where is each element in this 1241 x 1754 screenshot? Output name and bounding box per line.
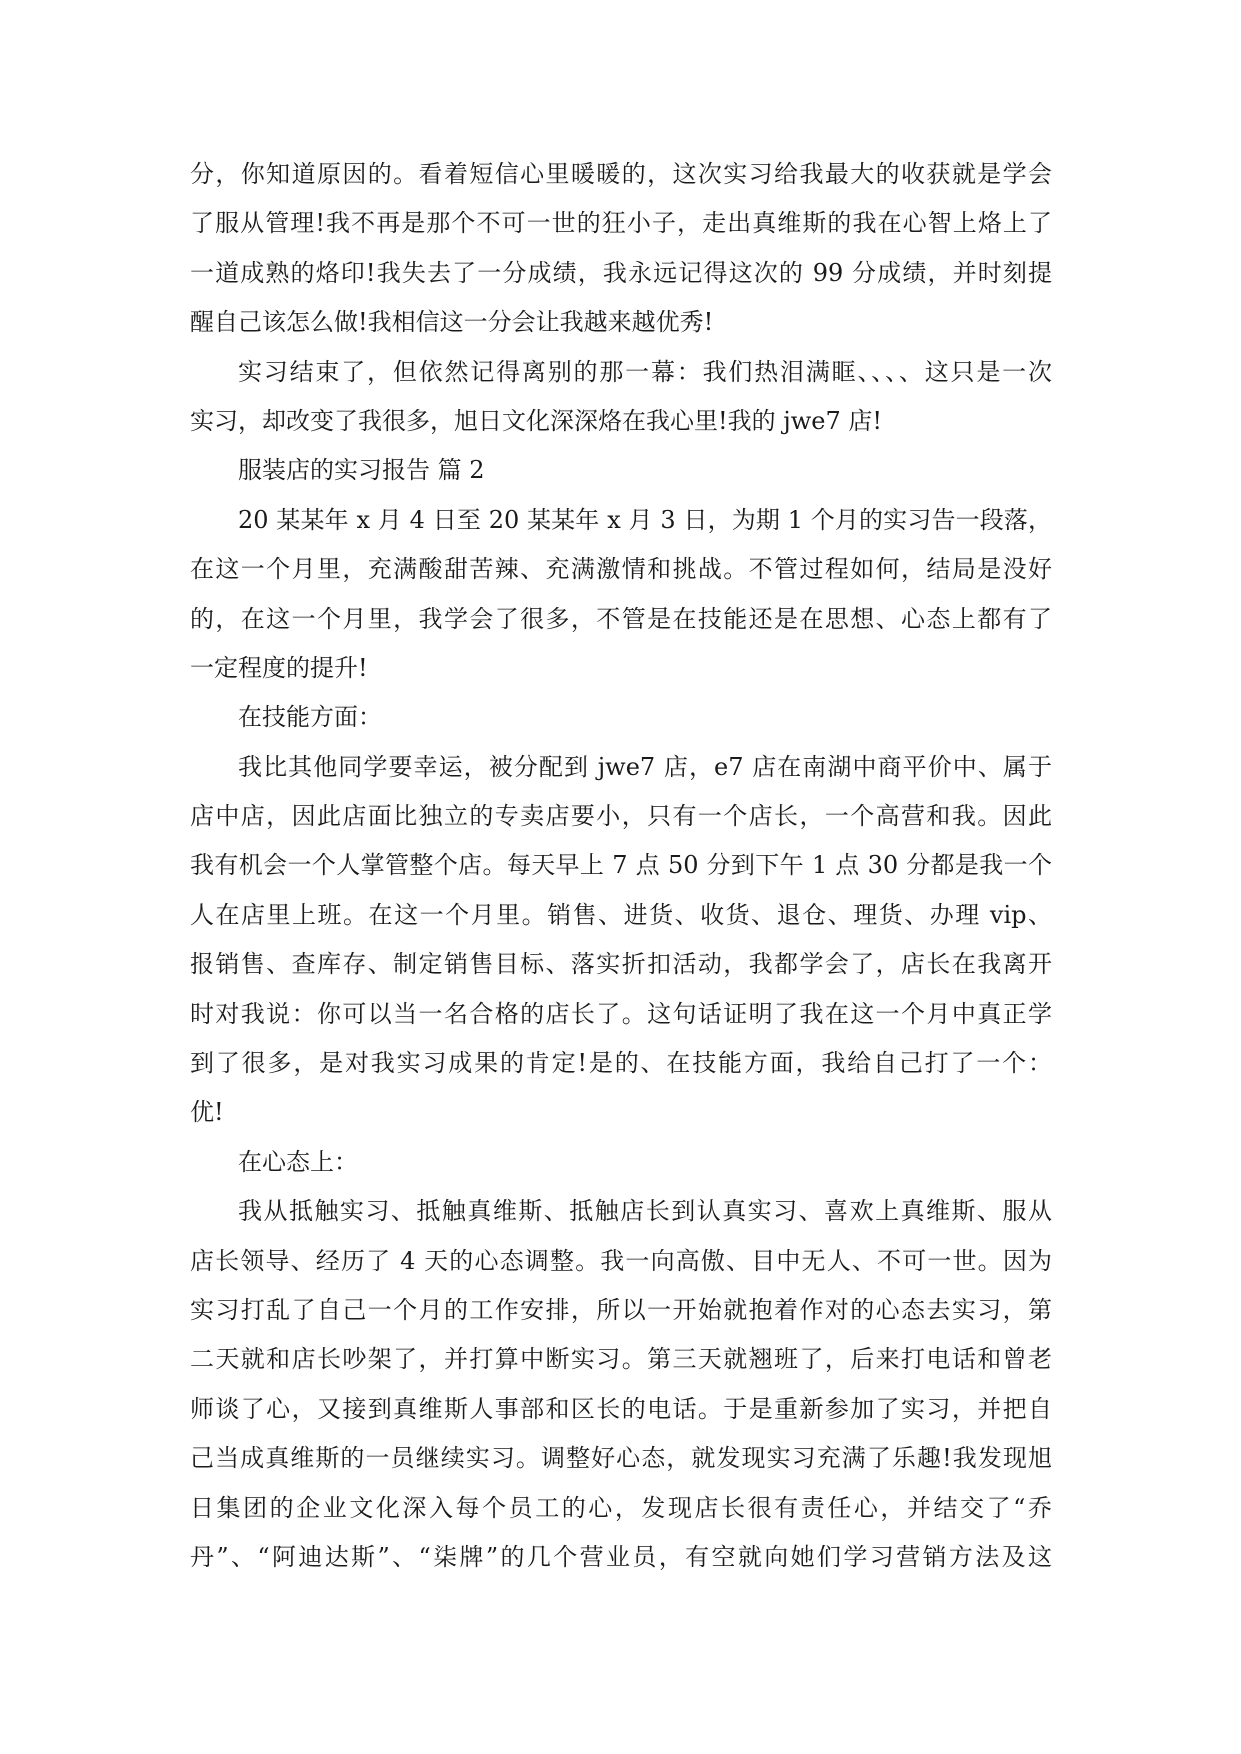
- text-line: 店中店，因此店面比独立的专卖店要小，只有一个店长，一个高营和我。因此: [190, 802, 1052, 831]
- text-line: 一定程度的提升!: [190, 653, 368, 682]
- text-line: 到了很多，是对我实习成果的肯定!是的、在技能方面，我给自己打了一个：: [190, 1049, 1052, 1078]
- text-line: 20 某某年 x 月 4 日至 20 某某年 x 月 3 日，为期 1 个月的实习告一段落，: [238, 505, 1052, 534]
- text-line: 店长领导、经历了 4 天的心态调整。我一向高傲、目中无人、不可一世。因为: [190, 1246, 1052, 1275]
- text-line: 在心态上：: [238, 1147, 358, 1176]
- text-line: 分，你知道原因的。看着短信心里暖暖的，这次实习给我最大的收获就是学会: [190, 160, 1052, 188]
- text-line: 实习打乱了自己一个月的工作安排，所以一开始就抱着作对的心态去实习，第: [190, 1295, 1052, 1324]
- text-line: 日集团的企业文化深入每个员工的心，发现店长很有责任心，并结交了“乔: [190, 1493, 1052, 1522]
- text-line: 一道成熟的烙印!我失去了一分成绩，我永远记得这次的 99 分成绩，并时刻提: [190, 258, 1052, 287]
- text-line: 优!: [190, 1098, 224, 1127]
- text-line: 在技能方面：: [238, 703, 382, 732]
- text-line: 师谈了心，又接到真维斯人事部和区长的电话。于是重新参加了实习，并把自: [190, 1394, 1052, 1423]
- text-line: 的，在这一个月里，我学会了很多，不管是在技能还是在思想、心态上都有了: [190, 604, 1052, 633]
- text-line: 己当成真维斯的一员继续实习。调整好心态，就发现实习充满了乐趣!我发现旭: [190, 1444, 1052, 1473]
- text-line: 服装店的实习报告 篇 2: [238, 456, 485, 485]
- text-line: 我有机会一个人掌管整个店。每天早上 7 点 50 分到下午 1 点 30 分都是我一个: [190, 851, 1052, 880]
- document-body: [190, 150, 1052, 1582]
- text-line: 我从抵触实习、抵触真维斯、抵触店长到认真实习、喜欢上真维斯、服从: [238, 1197, 1052, 1226]
- text-line: 醒自己该怎么做!我相信这一分会让我越来越优秀!: [190, 308, 714, 337]
- text-line: 时对我说：你可以当一名合格的店长了。这句话证明了我在这一个月中真正学: [190, 999, 1052, 1028]
- text-line: 人在店里上班。在这一个月里。销售、进货、收货、退仓、理货、办理 vip、: [190, 900, 1052, 929]
- text-line: 实习结束了，但依然记得离别的那一幕：我们热泪满眶、、、、这只是一次: [238, 357, 1052, 386]
- text-line: 了服从管理!我不再是那个不可一世的狂小子，走出真维斯的我在心智上烙上了: [190, 209, 1052, 238]
- text-line: 我比其他同学要幸运，被分配到 jwe7 店，e7 店在南湖中商平价中、属于: [238, 752, 1052, 781]
- text-line: 实习，却改变了我很多，旭日文化深深烙在我心里!我的 jwe7 店!: [190, 406, 883, 435]
- text-line: 在这一个月里，充满酸甜苦辣、充满激情和挑战。不管过程如何，结局是没好: [190, 555, 1052, 584]
- text-line: 二天就和店长吵架了，并打算中断实习。第三天就翘班了，后来打电话和曾老: [190, 1345, 1052, 1374]
- text-line: 报销售、查库存、制定销售目标、落实折扣活动，我都学会了，店长在我离开: [190, 950, 1052, 979]
- text-line: 丹”、“阿迪达斯”、“柒牌”的几个营业员，有空就向她们学习营销方法及这: [190, 1542, 1052, 1571]
